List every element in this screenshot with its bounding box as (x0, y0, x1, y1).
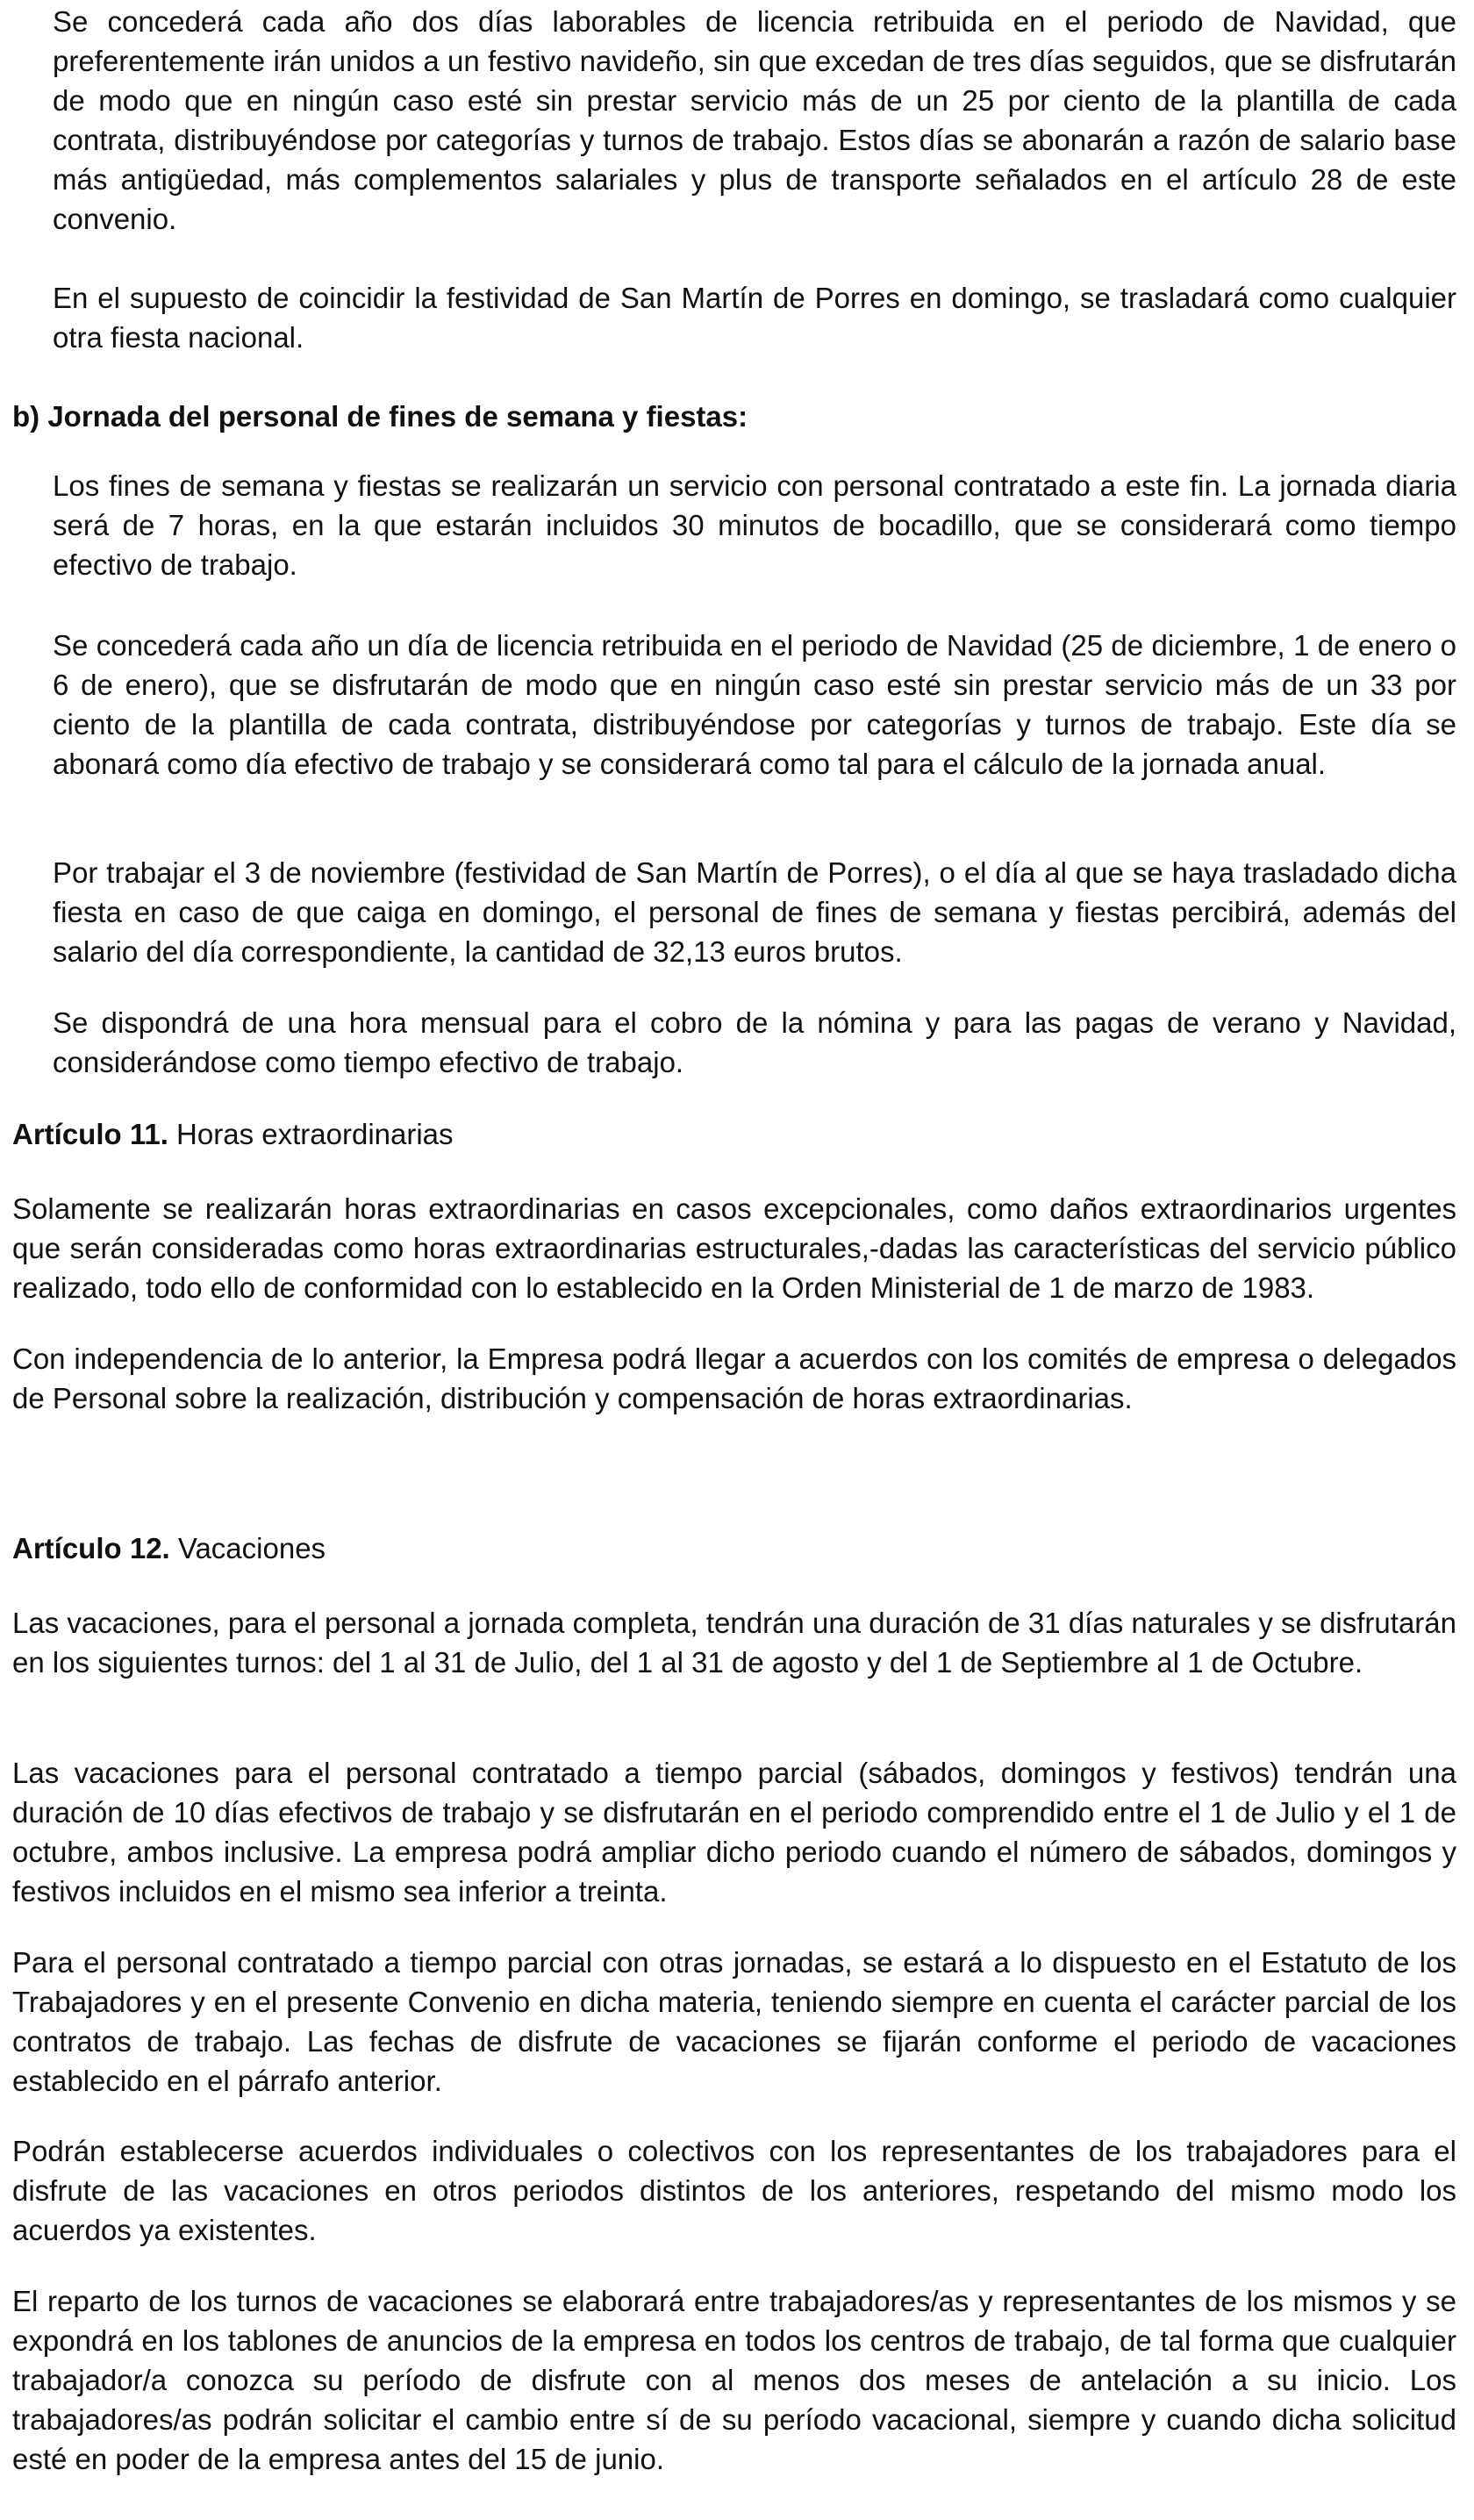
article-11-label: Artículo 11. (12, 1118, 168, 1150)
article-12-heading (12, 1528, 326, 1568)
paragraph-fines-semana-servicio: Los fines de semana y fiestas se realizarán un servicio con personal contratado a este fin. La jornada diaria será de 7 horas, en la que estarán incluidos 30 minutos de bocadillo, que se considerará como tiempo efectivo de trabajo. (53, 469, 1456, 581)
paragraph-3-noviembre: Por trabajar el 3 de noviembre (festividad de San Martín de Porres), o el día al que se haya trasladado dicha fiesta en caso de que caiga en domingo, el personal de fines de semana y fiestas percibirá, además del salario del día correspondiente, la cantidad de 32,13 euros brutos. (53, 856, 1456, 968)
paragraph-vacaciones-jornada-completa: Las vacaciones, para el personal a jornada completa, tendrán una duración de 31 días naturales y se disfrutarán en los siguientes turnos: del 1 al 31 de Julio, del 1 al 31 de agosto y del 1 de Septiembre al 1 de Octubre. (12, 1607, 1456, 1679)
paragraph-horas-extraordinarias: Solamente se realizarán horas extraordinarias en casos excepcionales, como daños extraordinarios urgentes que serán consideradas como horas extraordinarias estructurales,-dadas las características del servicio público realizado, todo ello de conformidad con lo establecido en la Orden Ministerial de 1 de marzo de 1983. (12, 1192, 1456, 1304)
article-12-label: Artículo 12. (12, 1532, 170, 1564)
paragraph-reparto-turnos: El reparto de los turnos de vacaciones se elaborará entre trabajadores/as y representantes de los mismos y se expondrá en los tablones de anuncios de la empresa en todos los centros de trabajo, de tal forma que cualquier trabajador/a conozca su período de disfrute con al menos dos meses de antelación a su inicio. Los trabajadores/as podrán solicitar el cambio entre sí de su período vacacional, siempre y cuando dicha solicitud esté en poder de la empresa antes del 15 de junio. (12, 2285, 1456, 2475)
article-11-heading (12, 1114, 454, 1154)
paragraph-licencia-navidad-fines-semana: Se concederá cada año un día de licencia retribuida en el periodo de Navidad (25 de diciembre, 1 de enero o 6 de enero), que se disfrutarán de modo que en ningún caso esté sin prestar servicio más de un 33 por ciento de la plantilla de cada contrata, distribuyéndose por categorías y turnos de trabajo. Este día se abonará como día efectivo de trabajo y se considerará como tal para el cálculo de la jornada anual. (53, 629, 1456, 780)
paragraph-cobro-nomina: Se dispondrá de una hora mensual para el cobro de la nómina y para las pagas de verano y Navidad, considerándose como tiempo efectivo de trabajo. (53, 1006, 1456, 1078)
paragraph-otras-jornadas: Para el personal contratado a tiempo parcial con otras jornadas, se estará a lo dispuesto en el Estatuto de los Trabajadores y en el presente Convenio en dicha materia, teniendo siempre en cuenta el carácter parcial de los contratos de trabajo. Las fechas de disfrute de vacaciones se fijarán conforme el periodo de vacaciones establecido en el párrafo anterior. (12, 1946, 1456, 2097)
article-12-title: Vacaciones (169, 1532, 326, 1564)
paragraph-acuerdos-comites: Con independencia de lo anterior, la Empresa podrá llegar a acuerdos con los comités de empresa o delegados de Personal sobre la realización, distribución y compensación de horas extraordinarias. (12, 1342, 1456, 1414)
paragraph-san-martin-domingo: En el supuesto de coincidir la festividad de San Martín de Porres en domingo, se trasladará como cualquier otra fiesta nacional. (53, 282, 1456, 354)
section-b-heading: b) Jornada del personal de fines de semana y fiestas: (12, 400, 748, 433)
paragraph-navidad-licencia: Se concederá cada año dos días laborables de licencia retribuida en el periodo de Navidad, que preferentemente irán unidos a un festivo navideño, sin que excedan de tres días seguidos, que se disfrutarán de modo que en ningún caso esté sin prestar servicio más de un 25 por ciento de la plantilla de cada contrata, distribuyéndose por categorías y turnos de trabajo. Estos días se abonarán a razón de salario base más antigüedad, más complementos salariales y plus de transporte señalados en el artículo 28 de este convenio. (53, 5, 1456, 235)
paragraph-acuerdos-individuales: Podrán establecerse acuerdos individuales o colectivos con los representantes de los trabajadores para el disfrute de las vacaciones en otros periodos distintos de los anteriores, respetando del mismo modo los acuerdos ya existentes. (12, 2135, 1456, 2246)
article-11-title: Horas extraordinarias (168, 1118, 454, 1150)
paragraph-vacaciones-tiempo-parcial: Las vacaciones para el personal contratado a tiempo parcial (sábados, domingos y festivos) tendrán una duración de 10 días efectivos de trabajo y se disfrutarán en el periodo comprendido entre el 1 de Julio y el 1 de octubre, ambos inclusive. La empresa podrá ampliar dicho periodo cuando el número de sábados, domingos y festivos incluidos en el mismo sea inferior a treinta. (12, 1757, 1456, 1908)
